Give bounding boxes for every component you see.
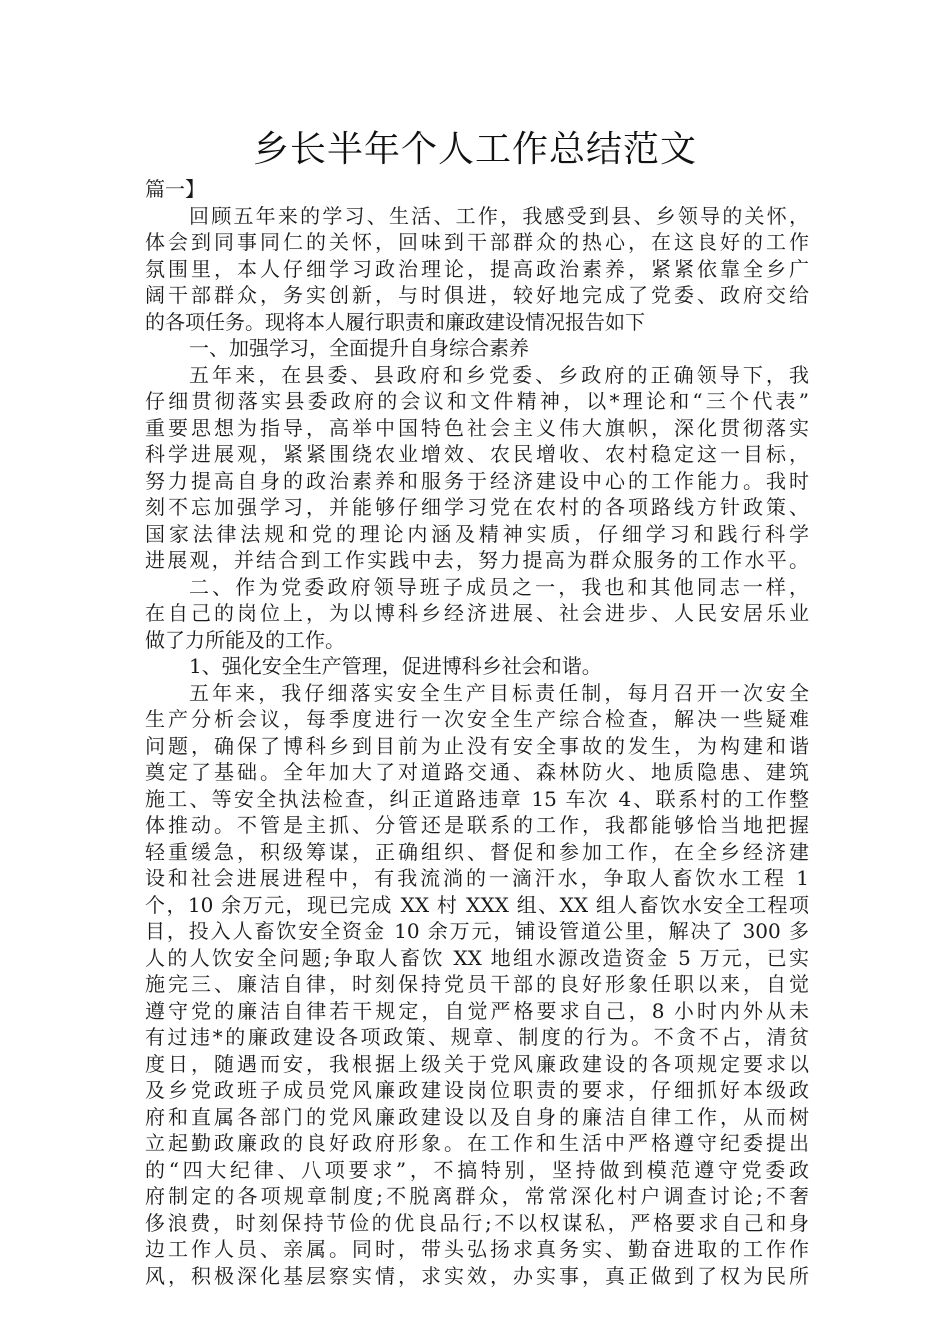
body-line: 1、强化安全生产管理，促进博科乡社会和谐。 [189, 654, 602, 678]
body-line: 度日，随遇而安，我根据上级关于党风廉政建设的各项规定要求以 [145, 1051, 809, 1076]
body-line: 生产分析会议，每季度进行一次安全生产综合检查，解决一些疑难 [145, 707, 809, 731]
body-line: 侈浪费，时刻保持节俭的优良品行;不以权谋私，严格要求自己和身 [145, 1210, 809, 1235]
body-line: 二、作为党委政府领导班子成员之一，我也和其他同志一样， [189, 574, 809, 599]
body-line: 目，投入人畜饮安全资金 10 余万元，铺设管道公里，解决了 300 多 [145, 919, 809, 943]
body-line: 五年来，在县委、县政府和乡党委、乡政府的正确领导下，我 [189, 362, 809, 387]
body-line: 进展观，并结合到工作实践中去，努力提高为群众服务的工作水平。 [145, 548, 809, 572]
body-line: 立起勤政廉政的良好政府形象。在工作和生活中严格遵守纪委提出 [145, 1131, 809, 1155]
body-line: 体会到同事同仁的关怀，回味到干部群众的热心，在这良好的工作 [145, 230, 809, 254]
body-line: 边工作人员、亲属。同时，带头弘扬求真务实、勤奋进取的工作作 [145, 1237, 809, 1261]
body-line: 在自己的岗位上，为以博科乡经济进展、社会进步、人民安居乐业 [145, 601, 809, 625]
body-line: 个，10 余万元，现已完成 XX 村 XXX 组、XX 组人畜饮水安全工程项 [145, 892, 809, 917]
body-line: 人的人饮安全问题;争取人畜饮 XX 地组水源改造资金 5 万元，已实 [145, 945, 809, 970]
body-line: 一、加强学习，全面提升自身综合素养 [189, 336, 529, 360]
body-line: 问题，确保了博科乡到目前为止没有安全事故的发生，为构建和谐 [145, 733, 809, 758]
body-line: 及乡党政班子成员党风廉政建设岗位职责的要求，仔细抓好本级政 [145, 1078, 809, 1102]
body-line: 施完三、廉洁自律，时刻保持党员干部的良好形象任职以来，自觉 [145, 972, 809, 996]
body-line: 五年来，我仔细落实安全生产目标责任制，每月召开一次安全 [189, 680, 809, 705]
body-line: 有过违*的廉政建设各项政策、规章、制度的行为。不贪不占，清贫 [145, 1025, 809, 1049]
body-line: 奠定了基础。全年加大了对道路交通、森林防火、地质隐患、建筑 [145, 760, 809, 784]
body-line: 国家法律法规和党的理论内涵及精神实质，仔细学习和践行科学 [145, 521, 809, 546]
body-line: 篇一】 [145, 177, 205, 201]
body-line: 刻不忘加强学习，并能够仔细学习党在农村的各项路线方针政策、 [145, 495, 809, 519]
body-line: 重要思想为指导，高举中国特色社会主义伟大旗帜，深化贯彻落实 [145, 415, 809, 440]
body-line: 府制定的各项规章制度;不脱离群众，常常深化村户调查讨论;不奢 [145, 1184, 809, 1208]
body-line: 体推动。不管是主抓、分管还是联系的工作，我都能够恰当地把握 [145, 813, 809, 837]
body-line: 的各项任务。现将本人履行职责和廉政建设情况报告如下 [145, 309, 645, 334]
body-line: 府和直属各部门的党风廉政建设以及自身的廉洁自律工作，从而树 [145, 1104, 809, 1129]
body-line: 努力提高自身的政治素养和服务于经济建设中心的工作能力。我时 [145, 468, 809, 493]
body-line: 仔细贯彻落实县委政府的会议和文件精神，以*理论和“三个代表” [145, 389, 809, 413]
body-line: 的“四大纪律、八项要求”，不搞特别，坚持做到模范遵守党委政 [145, 1157, 809, 1182]
body-line: 施工、等安全执法检查，纠正道路违章 15 车次 4、联系村的工作整 [145, 786, 809, 811]
body-line: 回顾五年来的学习、生活、工作，我感受到县、乡领导的关怀， [189, 203, 809, 228]
body-line: 轻重缓急，积级筹谋，正确组织、督促和参加工作，在全乡经济建 [145, 839, 809, 864]
body-line: 科学进展观，紧紧围绕农业增效、农民增收、农村稳定这一目标， [145, 442, 809, 466]
document-title: 乡长半年个人工作总结范文 [252, 129, 697, 170]
body-line: 氛围里，本人仔细学习政治理论，提高政治素养，紧紧依靠全乡广 [145, 256, 809, 281]
body-line: 阔干部群众，务实创新，与时俱进，较好地完成了党委、政府交给 [145, 283, 809, 307]
body-line: 做了力所能及的工作。 [145, 627, 345, 652]
body-line: 设和社会进展进程中，有我流淌的一滴汗水，争取人畜饮水工程 1 [145, 866, 809, 890]
body-line: 遵守党的廉洁自律若干规定，自觉严格要求自己，8 小时内外从未 [145, 998, 809, 1023]
document-body [145, 176, 809, 1289]
body-line: 风，积极深化基层察实情，求实效，办实事，真正做到了权为民所 [145, 1263, 809, 1288]
